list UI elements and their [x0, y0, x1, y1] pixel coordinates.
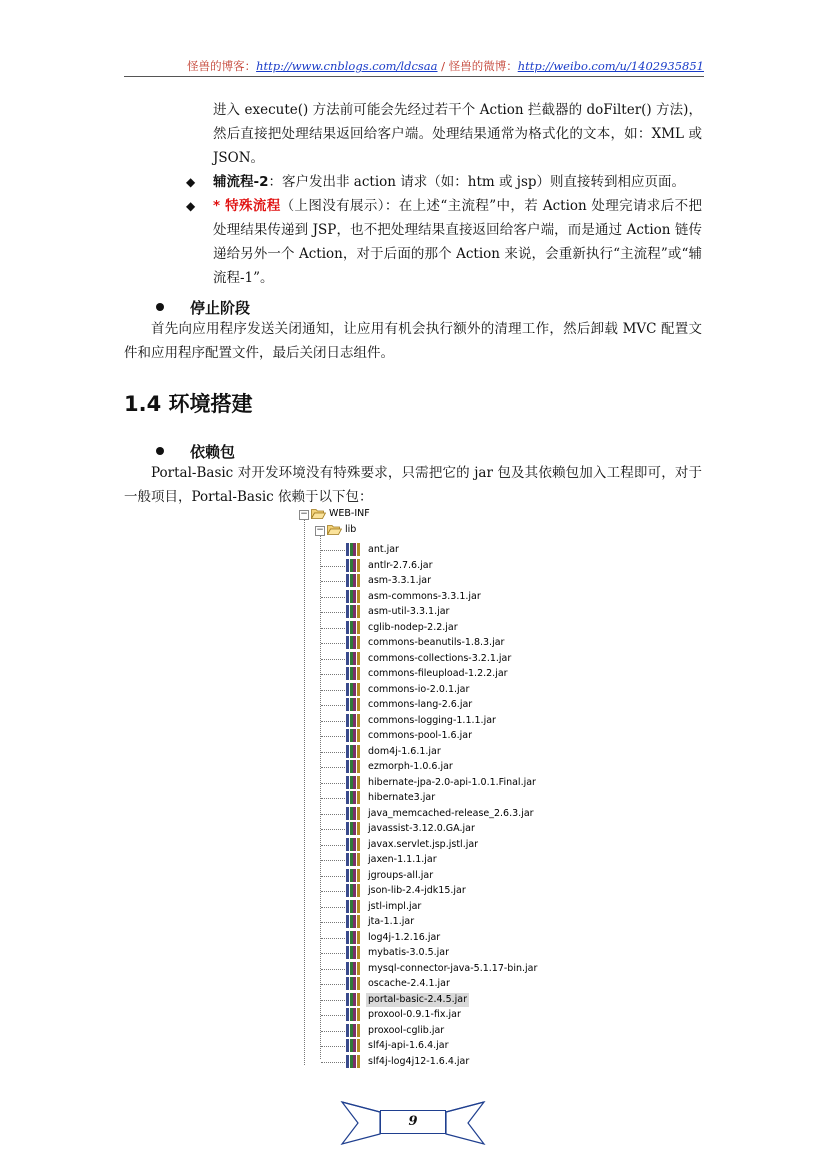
jar-file-label: jstl-impl.jar — [368, 900, 422, 912]
jar-file-label: javax.servlet.jsp.jstl.jar — [368, 838, 479, 850]
jar-file-label: java_memcached-release_2.6.3.jar — [368, 807, 534, 819]
jar-archive-icon — [346, 1055, 360, 1068]
jar-archive-icon — [346, 714, 360, 727]
jar-file-label: json-lib-2.4-jdk15.jar — [368, 885, 466, 896]
jar-archive-icon — [346, 636, 360, 649]
jar-file-label: hibernate-jpa-2.0-api-1.0.1.Final.jar — [368, 776, 536, 788]
header-separator: / — [437, 59, 449, 73]
jar-archive-icon — [346, 729, 360, 742]
continuation-paragraph: 进入 execute() 方法前可能会先经过若干个 Action 拦截器的 doFilter() 方法)，然后直接把处理结果返回给客户端。处理结果通常为格式化的文本，如：XML 或 JSON。 — [213, 102, 702, 166]
jar-file-label: javassist-3.12.0.GA.jar — [368, 823, 475, 834]
jar-file-label: slf4j-api-1.6.4.jar — [368, 1040, 449, 1051]
jar-file-label: mysql-connector-java-5.1.17-bin.jar — [368, 962, 538, 974]
jar-file-label: proxool-cglib.jar — [368, 1024, 445, 1036]
jar-archive-icon — [346, 760, 360, 773]
dependencies-heading: 依赖包 — [156, 441, 235, 462]
jar-archive-icon — [346, 900, 360, 913]
jar-archive-icon — [346, 931, 360, 944]
jar-archive-icon — [346, 946, 360, 959]
jar-file-label: oscache-2.4.1.jar — [368, 978, 450, 989]
jar-file-label: asm-3.3.1.jar — [368, 575, 432, 586]
jar-file-label: dom4j-1.6.1.jar — [368, 745, 441, 757]
jar-archive-icon — [346, 745, 360, 758]
jar-archive-icon — [346, 993, 360, 1006]
page-header — [124, 58, 704, 74]
jar-archive-icon — [346, 683, 360, 696]
jar-file-label: commons-logging-1.1.1.jar — [368, 714, 496, 726]
jar-file-label: commons-collections-3.2.1.jar — [368, 652, 512, 664]
dot-bullet-icon — [156, 447, 164, 455]
jar-file-label: cglib-nodep-2.2.jar — [368, 621, 458, 633]
dot-bullet-icon — [156, 303, 164, 311]
jar-archive-icon — [346, 884, 360, 897]
blog-link[interactable]: http://www.cnblogs.com/ldcsaa — [256, 59, 438, 73]
jar-file-label: hibernate3.jar — [368, 792, 436, 803]
jar-file-label: jgroups-all.jar — [368, 869, 434, 881]
section-title: 1.4 环境搭建 — [124, 392, 253, 416]
jar-file-label: ant.jar — [368, 544, 399, 555]
open-folder-icon — [327, 524, 342, 535]
jar-archive-icon — [346, 621, 360, 634]
jar-file-label: commons-lang-2.6.jar — [368, 699, 473, 710]
jar-file-label: jta-1.1.jar — [368, 916, 415, 927]
jar-file-label: commons-beanutils-1.8.3.jar — [368, 637, 505, 648]
jar-archive-icon — [346, 1008, 360, 1021]
jar-archive-icon — [346, 791, 360, 804]
page-footer — [340, 1098, 486, 1148]
bullet-text: ：客户发出非 action 请求（如：htm 或 jsp）则直接转到相应页面。 — [268, 174, 686, 190]
blog-label: 怪兽的博客： — [187, 59, 257, 73]
open-folder-icon — [311, 508, 326, 519]
jar-archive-icon — [346, 698, 360, 711]
header-rule — [124, 76, 704, 77]
stop-phase-paragraph: 首先向应用程序发送关闭通知，让应用有机会执行额外的清理工作，然后卸载 MVC 配置文件和应用程序配置文件，最后关闭日志组件。 — [124, 321, 702, 361]
jar-archive-icon — [346, 869, 360, 882]
jar-file-label: slf4j-log4j12-1.6.4.jar — [368, 1055, 470, 1067]
jar-file-label: log4j-1.2.16.jar — [368, 931, 441, 943]
jar-file-label: proxool-0.9.1-fix.jar — [368, 1009, 461, 1020]
jar-archive-icon — [346, 776, 360, 789]
jar-file-label: antlr-2.7.6.jar — [368, 559, 433, 571]
weibo-label: 怪兽的微博： — [448, 59, 518, 73]
jar-archive-icon — [346, 838, 360, 851]
jar-file-label: commons-pool-1.6.jar — [368, 730, 472, 741]
jar-archive-icon — [346, 605, 360, 618]
jar-archive-icon — [346, 574, 360, 587]
file-tree — [296, 505, 536, 1065]
jar-archive-icon — [346, 1024, 360, 1037]
jar-archive-icon — [346, 543, 360, 556]
jar-archive-icon — [346, 559, 360, 572]
jar-archive-icon — [346, 1039, 360, 1052]
jar-file-label: commons-io-2.0.1.jar — [368, 683, 470, 695]
diamond-bullet-icon: ◆ — [186, 199, 196, 213]
stop-phase-heading: 停止阶段 — [156, 297, 250, 318]
jar-archive-icon — [346, 962, 360, 975]
jar-file-label: asm-util-3.3.1.jar — [368, 606, 450, 617]
jar-file-label: portal-basic-2.4.5.jar — [368, 993, 468, 1005]
weibo-link[interactable]: http://weibo.com/u/1402935851 — [517, 59, 704, 73]
jar-archive-icon — [346, 977, 360, 990]
bullet-strong: 特殊流程 — [225, 198, 281, 214]
folder-label: WEB-INF — [329, 508, 370, 519]
dependencies-paragraph: Portal-Basic 对开发环境没有特殊要求，只需把它的 jar 包及其依赖包加入工程即可，对于一般项目，Portal-Basic 依赖于以下包： — [124, 465, 702, 505]
jar-file-label: ezmorph-1.0.6.jar — [368, 761, 453, 772]
jar-archive-icon — [346, 652, 360, 665]
bullet-text: （上图没有展示）：在上述“主流程”中，若 Action 处理完请求后不把处理结果传递到 JSP，也不把处理结果直接返回给客户端，而是通过 Action 链传递给另外一个 Action，对于后面的那个 Action 来说，会重新执行“主流程”或“辅流程-1”。 — [213, 198, 702, 286]
jar-file-label: asm-commons-3.3.1.jar — [368, 590, 481, 602]
jar-archive-icon — [346, 822, 360, 835]
jar-file-label: commons-fileupload-1.2.2.jar — [368, 668, 508, 679]
jar-file-label: mybatis-3.0.5.jar — [368, 947, 450, 958]
jar-archive-icon — [346, 590, 360, 603]
jar-archive-icon — [346, 915, 360, 928]
bullet-star: * — [213, 198, 226, 214]
collapse-toggle-icon[interactable]: − — [316, 525, 324, 535]
folder-label: lib — [345, 524, 357, 535]
collapse-toggle-icon[interactable]: − — [300, 509, 308, 519]
page-number: 9 — [380, 1110, 446, 1134]
jar-archive-icon — [346, 807, 360, 820]
jar-file-label: jaxen-1.1.1.jar — [368, 854, 437, 865]
bullet-strong: 辅流程-2 — [213, 174, 269, 190]
jar-archive-icon — [346, 667, 360, 680]
diamond-bullet-icon: ◆ — [186, 175, 196, 189]
jar-archive-icon — [346, 853, 360, 866]
